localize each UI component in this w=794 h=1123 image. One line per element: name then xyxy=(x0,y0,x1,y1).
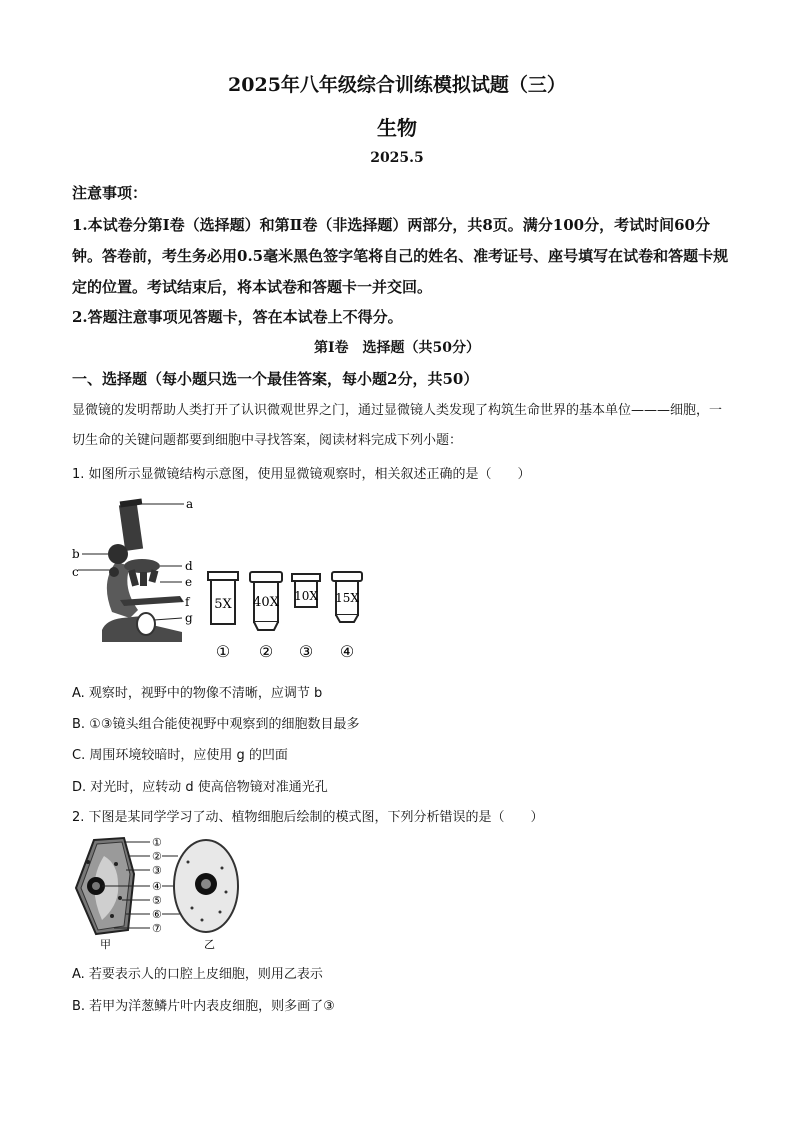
animal-cell-label: 乙 xyxy=(204,938,215,950)
label-a: a xyxy=(186,497,194,511)
cell-number-6: ⑥ xyxy=(152,908,162,921)
question-2-stem: 2. 下图是某同学学习了动、植物细胞后绘制的模式图，下列分析错误的是（ ） xyxy=(72,810,544,825)
svg-text:5X: 5X xyxy=(214,597,232,612)
notes-heading: 注意事项： xyxy=(72,184,148,202)
cell-number-4: ④ xyxy=(152,880,162,893)
mirror xyxy=(137,613,155,635)
lens-number-3: ③ xyxy=(298,642,314,661)
cell-number-2: ② xyxy=(152,850,162,863)
fine-knob xyxy=(109,567,119,577)
svg-text:15X: 15X xyxy=(335,591,359,605)
label-e: e xyxy=(185,575,193,589)
lens-number-4: ④ xyxy=(339,642,355,661)
lens-4 xyxy=(332,572,362,622)
q1-option-d: D. 对光时，应转动 d 使高倍物镜对准通光孔 xyxy=(72,780,328,795)
q1-option-c: C. 周围环境较暗时，应使用 g 的凹面 xyxy=(72,748,288,763)
q1-option-b: B. ①③镜头组合能使视野中观察到的细胞数目最多 xyxy=(72,717,360,732)
animal-cell xyxy=(174,840,238,932)
exam-title: 2025年八年级综合训练模拟试题（三） xyxy=(228,74,566,96)
q2-option-b: B. 若甲为洋葱鳞片叶内表皮细胞，则多画了③ xyxy=(72,999,335,1014)
question-1-stem: 1. 如图所示显微镜结构示意图，使用显微镜观察时，相关叙述正确的是（ ） xyxy=(72,467,531,482)
plant-cell-label: 甲 xyxy=(100,938,111,950)
exam-date: 2025.5 xyxy=(370,150,424,166)
lens-2 xyxy=(250,572,282,630)
microscope-figure xyxy=(72,492,372,664)
svg-text:10X: 10X xyxy=(294,589,318,603)
cell-number-3: ③ xyxy=(152,864,162,877)
lens-number-1: ① xyxy=(215,642,231,661)
label-d: d xyxy=(185,559,193,573)
q1-option-a: A. 观察时，视野中的物像不清晰，应调节 b xyxy=(72,686,323,701)
section-heading: 一、选择题（每小题只选一个最佳答案，每小题2分，共50） xyxy=(72,370,479,388)
label-g: g xyxy=(185,611,193,625)
cell-number-5: ⑤ xyxy=(152,894,162,907)
subject-title: 生物 xyxy=(377,116,417,140)
svg-text:40X: 40X xyxy=(253,595,279,610)
lens-3 xyxy=(292,574,320,607)
eyepiece-tube xyxy=(119,503,143,551)
cell-diagram-figure xyxy=(72,834,252,950)
coarse-knob xyxy=(108,544,128,564)
reading-intro: 显微镜的发明帮助人类打开了认识微观世界之门，通过显微镜人类发现了构筑生命世界的基本单位———细胞，一切生命的关键问题都要到细胞中寻找答案，阅读材料完成下列小题： xyxy=(72,403,723,448)
cell-number-1: ① xyxy=(152,836,162,849)
label-f: f xyxy=(185,595,190,609)
label-b: b xyxy=(72,547,80,561)
q2-option-a: A. 若要表示人的口腔上皮细胞，则用乙表示 xyxy=(72,967,323,982)
note-item-1: 1.本试卷分第Ⅰ卷（选择题）和第Ⅱ卷（非选择题）两部分，共8页。满分100分，考试时间60分钟。答卷前，考生务必用0.5毫米黑色签字笔将自己的姓名、准考证号、座号填写在试卷和答题卡规定的位置。考试结束后，将本试卷和答题卡一并交回。 xyxy=(72,216,729,296)
lens-1 xyxy=(208,572,238,624)
part1-heading: 第Ⅰ卷 选择题（共50分） xyxy=(313,340,481,356)
label-c: c xyxy=(72,565,79,579)
cell-number-7: ⑦ xyxy=(152,922,162,935)
lens-number-2: ② xyxy=(258,642,274,661)
note-item-2: 2.答题注意事项见答题卡，答在本试卷上不得分。 xyxy=(72,308,403,326)
